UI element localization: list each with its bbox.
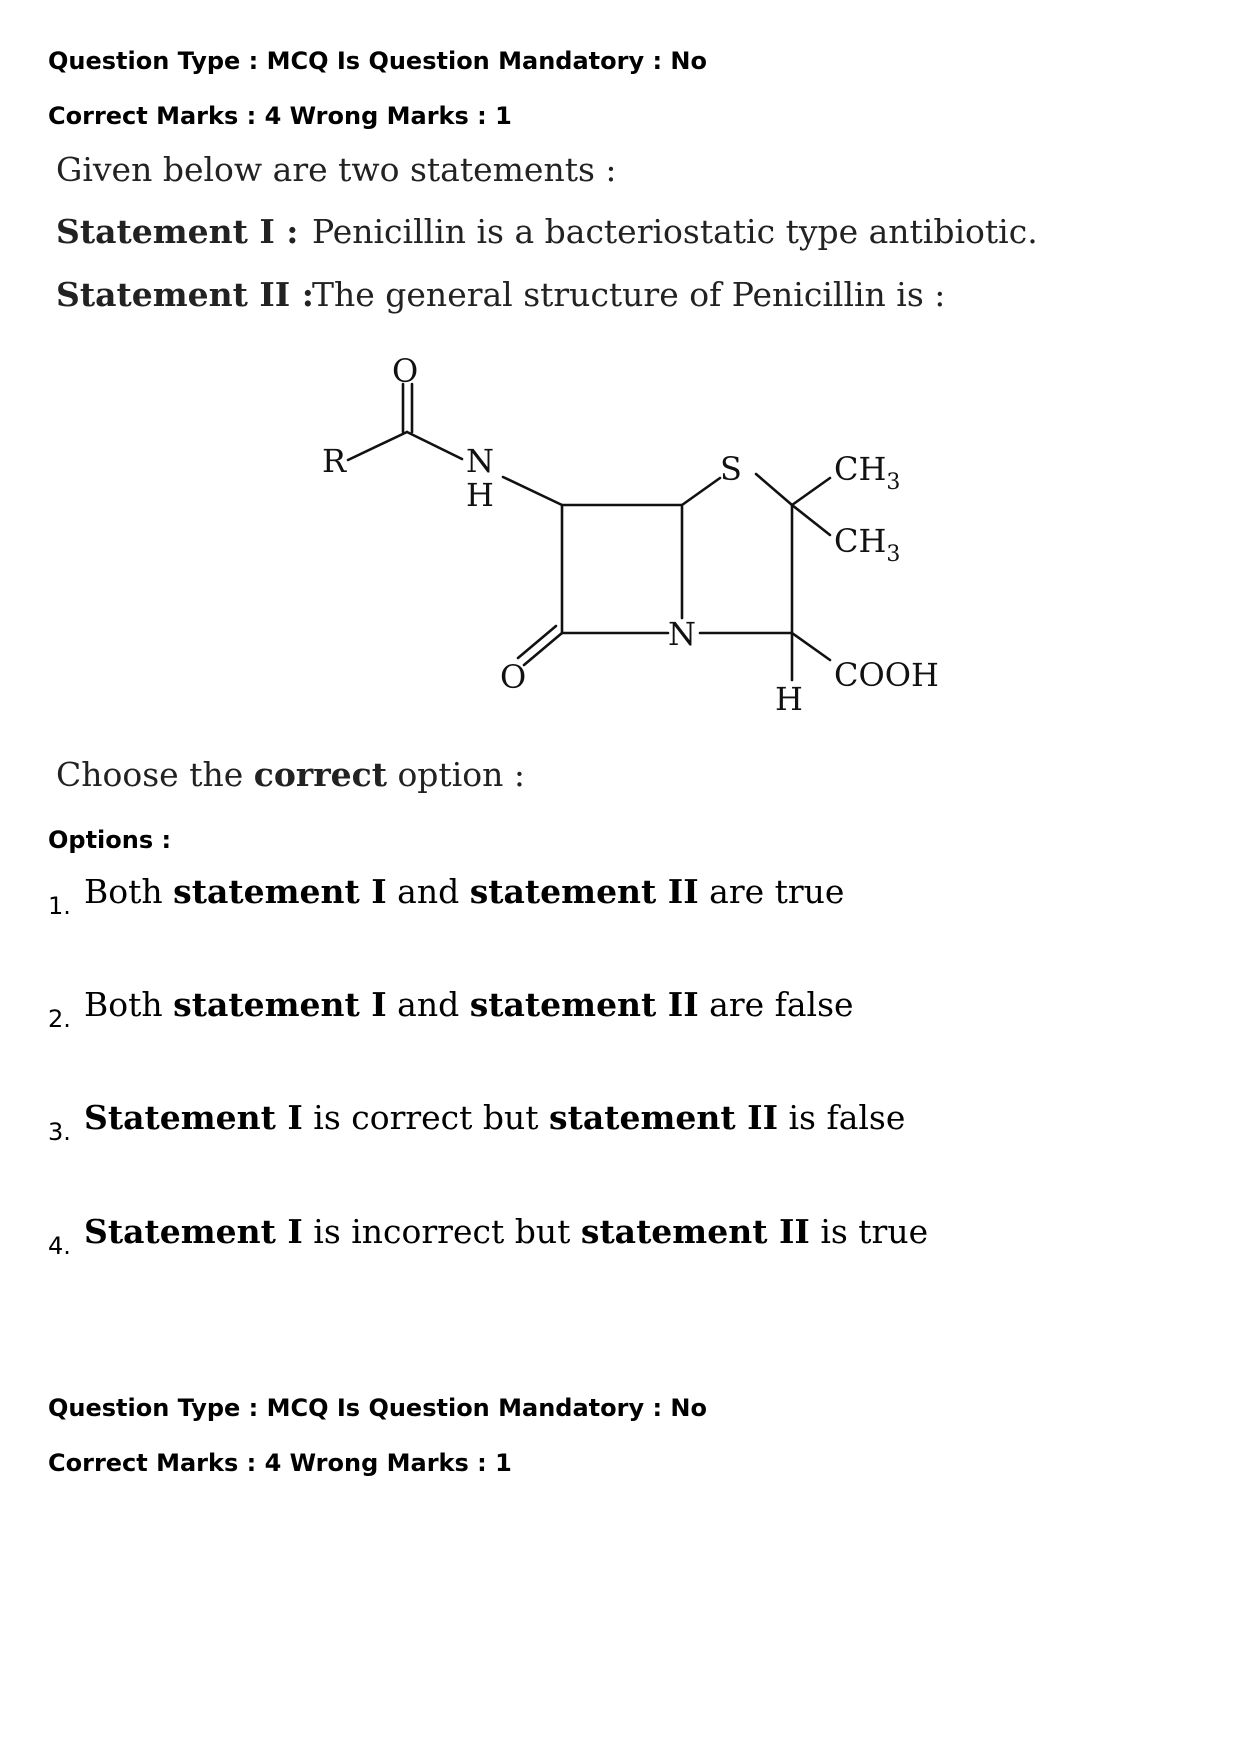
atom-r: R — [322, 442, 347, 480]
atom-n-ring: N — [668, 615, 696, 653]
atom-s: S — [720, 450, 742, 488]
option-number: 1. — [48, 892, 71, 920]
atom-cooh: COOH — [834, 656, 939, 694]
question-type-line: Question Type : MCQ Is Question Mandatory : No — [48, 47, 707, 75]
option-text: Statement I is correct but statement II is false — [84, 1098, 906, 1137]
question-intro: Given below are two statements : — [56, 150, 617, 189]
statement-2-text: The general structure of Penicillin is : — [312, 275, 946, 314]
marks-line-2: Correct Marks : 4 Wrong Marks : 1 — [48, 1449, 512, 1477]
atom-ch3-lower: $CH_3$ — [834, 522, 901, 567]
atom-o-carbonyl: O — [392, 352, 419, 390]
atom-n-amide: N — [466, 442, 494, 480]
atom-h-amide: H — [466, 476, 494, 514]
option-text: Both statement I and statement II are true — [84, 872, 845, 911]
penicillin-structure-diagram — [0, 0, 1240, 760]
option-text: Both statement I and statement II are false — [84, 985, 854, 1024]
atom-o-lactam: O — [500, 658, 527, 696]
statement-1-label: Statement I : — [56, 212, 299, 251]
option-text: Statement I is incorrect but statement II is true — [84, 1212, 929, 1251]
marks-line: Correct Marks : 4 Wrong Marks : 1 — [48, 102, 512, 130]
statement-2-label: Statement II : — [56, 275, 314, 314]
options-label: Options : — [48, 826, 172, 854]
atom-ch3-upper: $CH_3$ — [834, 450, 901, 495]
statement-1-text: Penicillin is a bacteriostatic type antibiotic. — [312, 212, 1038, 251]
atom-h-bottom: H — [775, 680, 803, 718]
question-type-line-2: Question Type : MCQ Is Question Mandatory : No — [48, 1394, 707, 1422]
choose-instruction: Choose the correct option : — [56, 755, 525, 794]
option-number: 4. — [48, 1232, 71, 1260]
option-number: 3. — [48, 1118, 71, 1146]
option-number: 2. — [48, 1005, 71, 1033]
